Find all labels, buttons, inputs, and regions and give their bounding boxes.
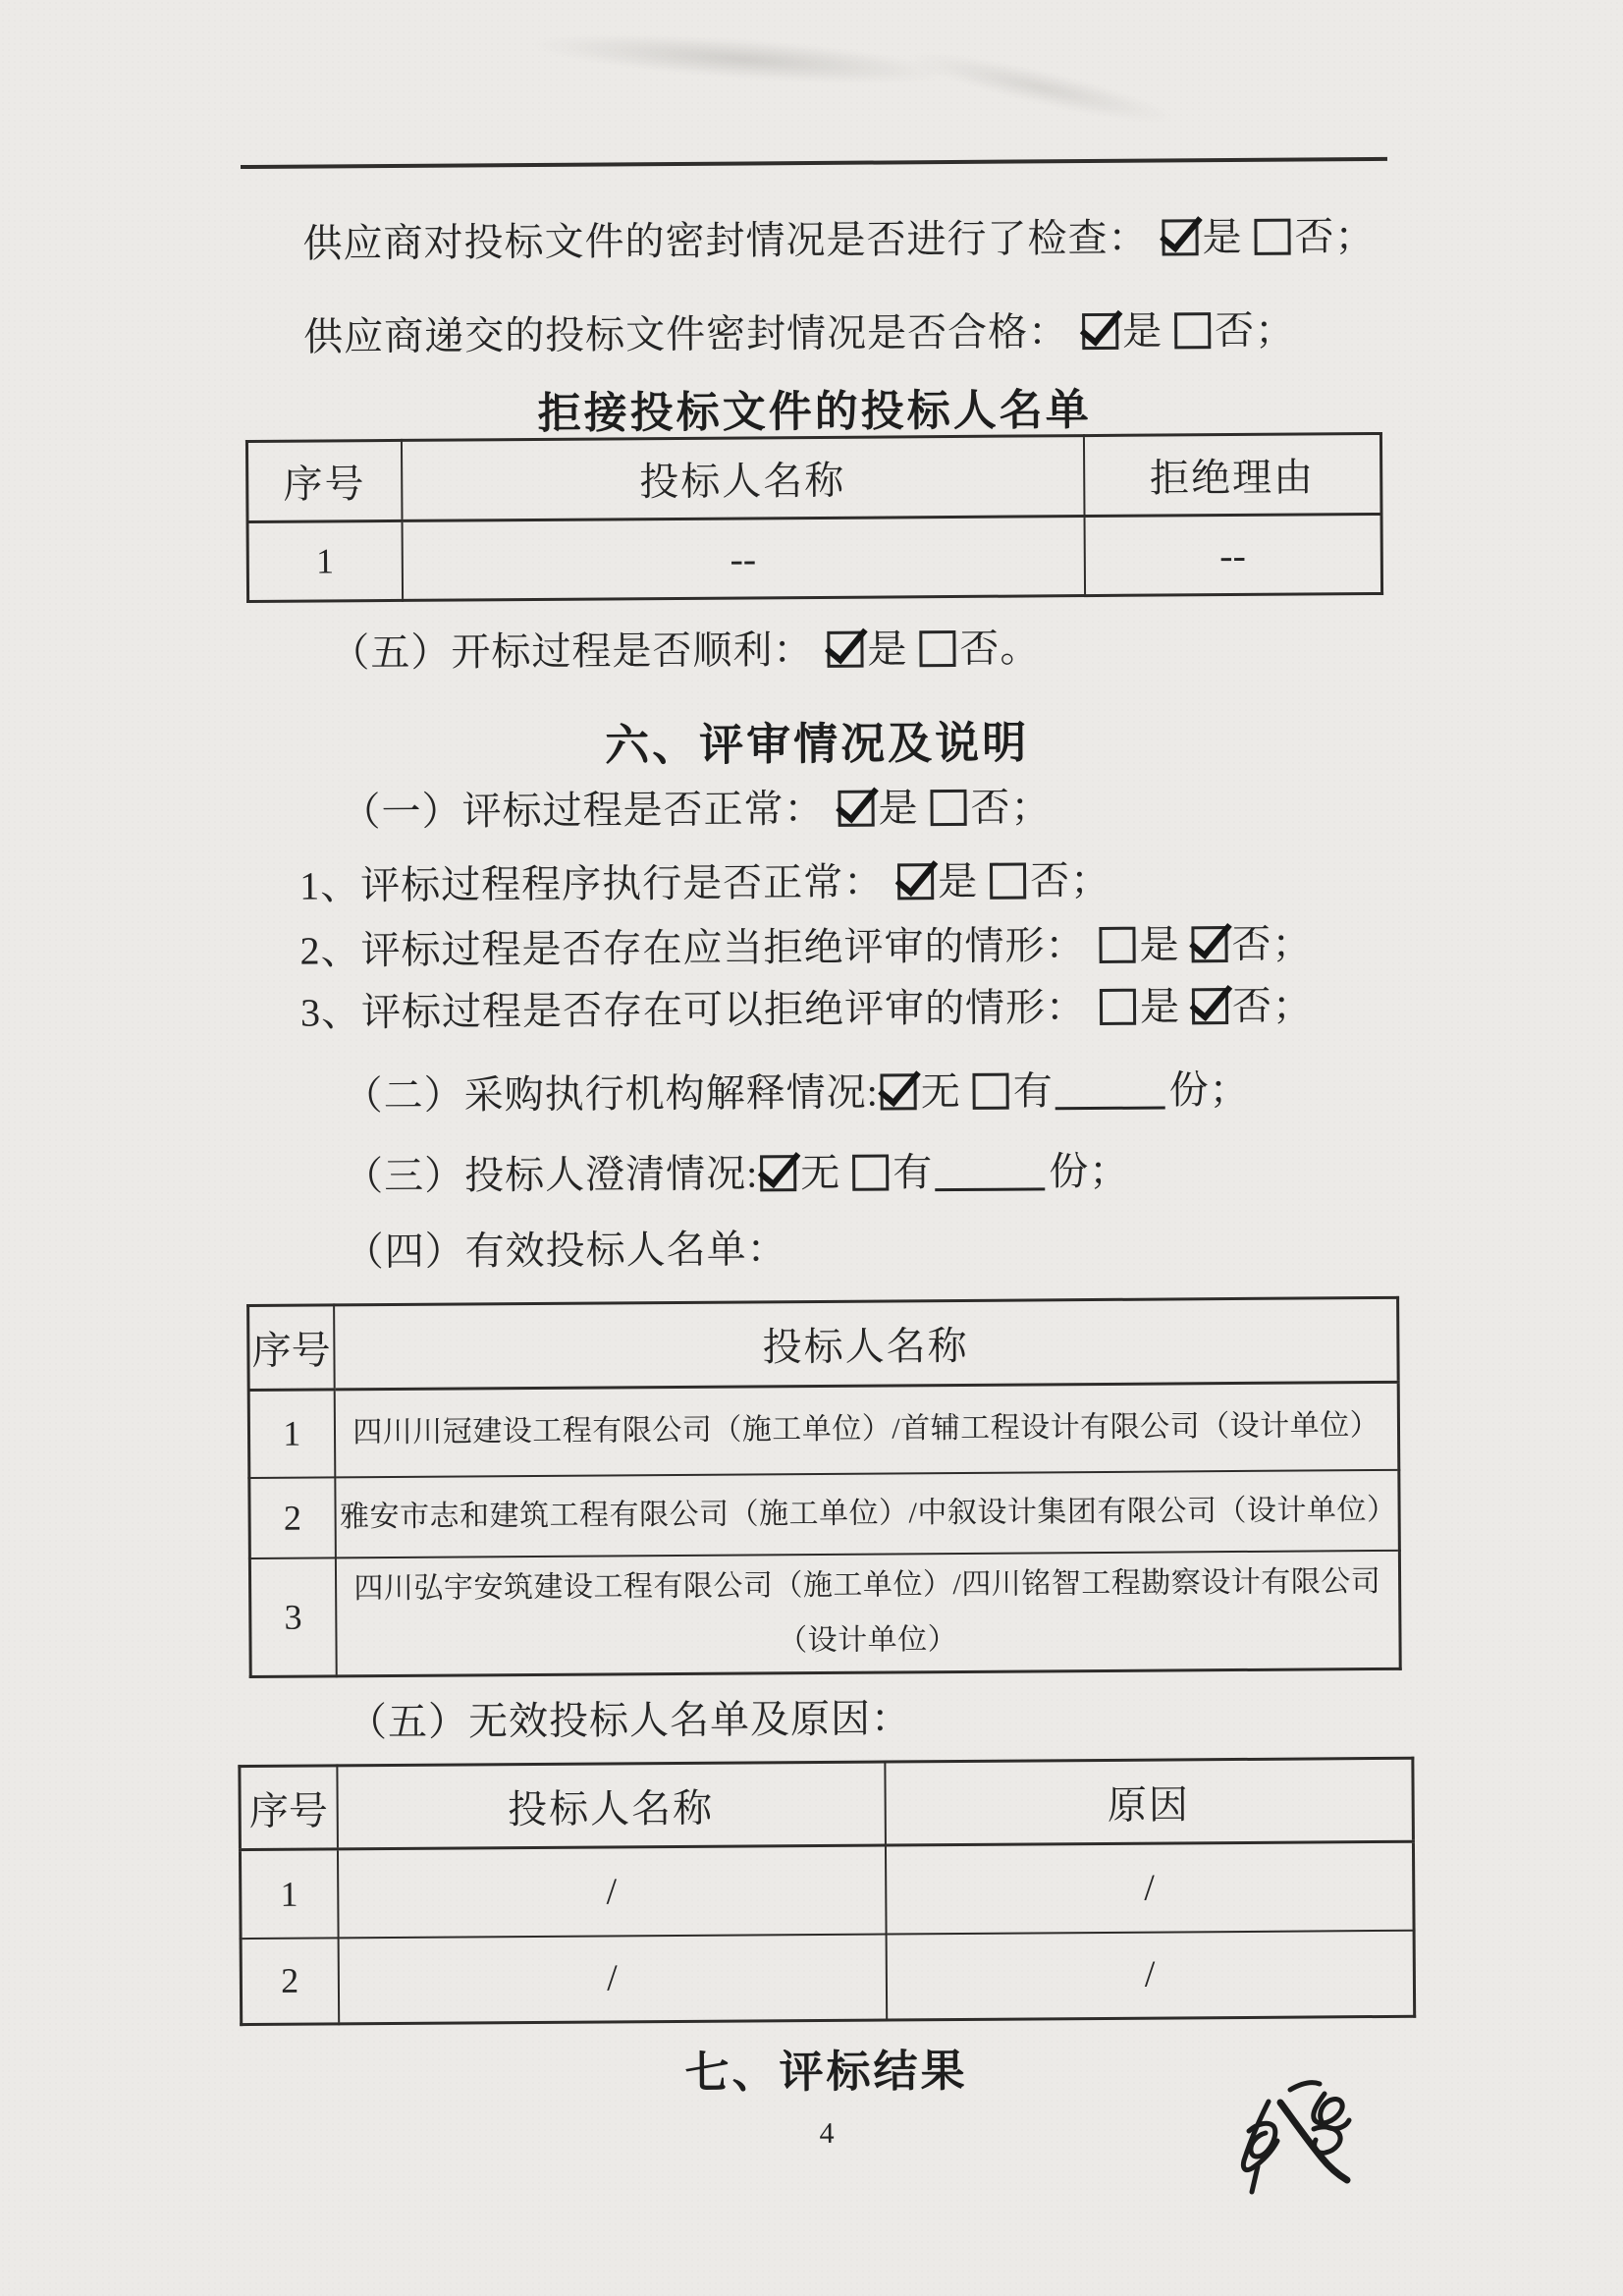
reason-cell: / [885,1841,1414,1934]
row-number: 3 [249,1558,336,1677]
none-label: 无 [800,1150,841,1196]
bidder-name-cell: / [338,1934,887,2024]
statement-text: 3、评标过程是否存在可以拒绝评审的情形： [299,985,1087,1035]
no-label: 否 [1231,921,1272,967]
yes-label: 是 [1122,308,1163,354]
punctuation: ； [1069,857,1111,903]
yes-checkbox[interactable] [827,631,863,668]
punctuation: ； [1271,921,1313,966]
yes-checkbox[interactable] [1162,219,1198,255]
table-row [248,1382,1399,1477]
col-header-reason: 原因 [885,1758,1414,1845]
yes-checkbox[interactable] [897,863,934,900]
yes-label: 是 [867,627,908,672]
no-checkbox[interactable] [990,862,1026,899]
handwritten-signature [1225,2070,1382,2213]
no-checkbox[interactable] [1191,926,1227,962]
no-label: 否 [970,785,1011,830]
have-label: 有 [893,1150,934,1195]
punctuation: 。 [1000,626,1041,671]
col-header-reject-reason: 拒绝理由 [1083,433,1381,516]
row-number: 2 [241,1938,339,2025]
col-header-no: 序号 [248,1305,335,1391]
yes-label: 是 [878,786,919,831]
no-checkbox[interactable] [1192,988,1228,1024]
bidder-name-cell: / [337,1845,886,1938]
yes-label: 是 [1139,984,1181,1029]
copies-count-blank[interactable] [1055,1066,1165,1111]
statement-text: 供应商递交的投标文件密封情况是否合格： [303,309,1069,359]
section7-title: 七、评标结果 [684,2045,968,2098]
table-header-row [248,1297,1399,1390]
invalid-bidders-table [238,1757,1416,2026]
statement-agency-explain [343,1065,1249,1119]
have-checkbox[interactable] [973,1073,1009,1110]
col-header-bidder-name: 投标人名称 [337,1762,886,1849]
have-checkbox[interactable] [852,1154,889,1190]
reject-reason-cell: -- [1084,514,1382,595]
unit-suffix: 份； [1049,1148,1130,1194]
no-checkbox[interactable] [1254,219,1290,255]
valid-bidders-table [246,1296,1402,1678]
yes-checkbox[interactable] [1100,989,1136,1025]
punctuation: ； [1255,307,1296,353]
bidder-name-cell: -- [402,517,1085,601]
col-header-no: 序号 [246,440,402,521]
no-label: 否 [1231,983,1273,1029]
statement-bidder-clarify [344,1146,1129,1200]
statement-text: 供应商对投标文件的密封情况是否进行了检查： [302,215,1149,266]
invalid-list-label: （五）无效投标人名单及原因： [347,1696,912,1745]
no-label: 否 [1029,858,1071,903]
statement-sub2 [299,921,1312,973]
section6-title: 六、评审情况及说明 [604,717,1030,771]
row-number: 1 [240,1849,338,1939]
statement-eval-normal [341,785,1051,835]
col-header-no: 序号 [240,1766,338,1850]
statement-sub3 [300,983,1313,1035]
table-row [240,1841,1414,1938]
yes-checkbox[interactable] [838,791,874,827]
no-label: 否 [1215,307,1256,354]
statement-text: （三）投标人澄清情况: [344,1151,759,1199]
col-header-bidder-name: 投标人名称 [334,1297,1399,1390]
table-row [247,514,1382,601]
table-row [241,1930,1415,2024]
none-checkbox[interactable] [881,1073,917,1110]
statement-seal-inspect [302,214,1375,267]
bidder-name-cell: 四川川冠建设工程有限公司（施工单位）/首辅工程设计有限公司（设计单位） [334,1382,1399,1477]
col-header-bidder-name: 投标人名称 [401,436,1084,521]
have-label: 有 [1012,1068,1054,1114]
unit-suffix: 份； [1168,1066,1250,1113]
table-row [249,1550,1400,1676]
rejected-table-title: 拒接投标文件的投标人名单 [537,386,1092,438]
statement-text: （五）开标过程是否顺利： [330,627,814,676]
row-number: 2 [249,1477,336,1558]
table-header-row [240,1758,1414,1849]
row-number: 1 [248,1390,335,1478]
yes-checkbox[interactable] [1099,927,1135,963]
statement-sub1 [299,858,1110,909]
punctuation: ； [1010,785,1052,830]
table-header-row [246,433,1381,521]
no-checkbox[interactable] [1174,312,1211,349]
yes-label: 是 [937,858,979,904]
rejected-bidders-table [245,432,1383,603]
punctuation: ； [1271,983,1314,1028]
header-rule [241,157,1387,169]
copies-count-blank[interactable] [935,1146,1045,1191]
statement-text: 2、评标过程是否存在应当拒绝评审的情形： [299,923,1086,973]
no-checkbox[interactable] [930,790,966,826]
no-label: 否 [959,626,1001,671]
reason-cell: / [886,1930,1415,2020]
statement-seal-ok [303,308,1295,360]
yes-checkbox[interactable] [1082,313,1118,350]
row-number: 1 [247,520,403,601]
valid-list-label: （四）有效投标人名单： [344,1227,787,1275]
punctuation: ； [1334,213,1376,259]
yes-label: 是 [1139,922,1180,967]
none-checkbox[interactable] [760,1155,796,1191]
no-label: 否 [1294,214,1335,259]
table-row [249,1469,1400,1558]
yes-label: 是 [1202,214,1243,260]
statement-text: （一）评标过程是否正常： [341,786,825,835]
no-checkbox[interactable] [919,630,955,667]
statement-text: 1、评标过程程序执行是否正常： [298,859,885,908]
none-label: 无 [920,1068,961,1115]
page-number: 4 [819,2116,835,2150]
statement-text: （二）采购执行机构解释情况: [343,1069,879,1119]
statement-open-smooth [330,626,1040,676]
bidder-name-cell: 雅安市志和建筑工程有限公司（施工单位）/中叙设计集团有限公司（设计单位） [335,1469,1400,1558]
bidder-name-cell: 四川弘宇安筑建设工程有限公司（施工单位）/四川铭智工程勘察设计有限公司（设计单位） [335,1550,1400,1676]
